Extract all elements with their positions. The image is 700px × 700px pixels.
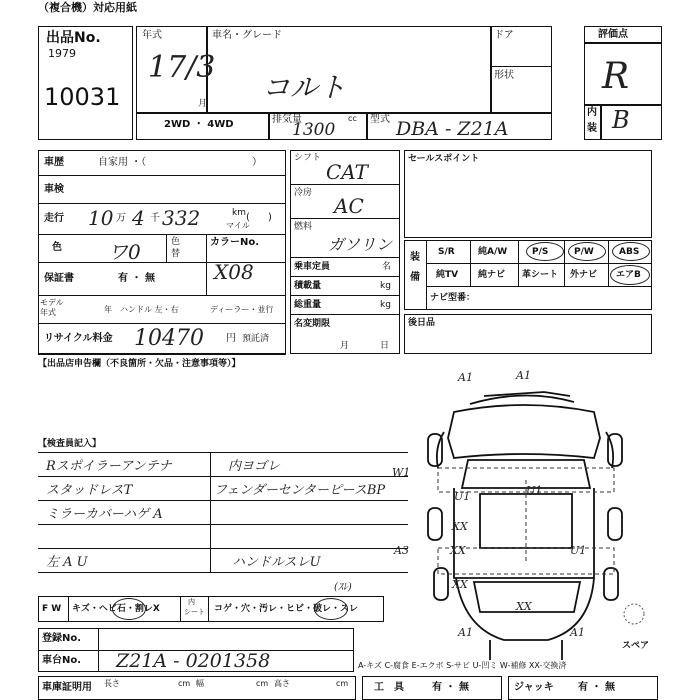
fw-seat-label-2: シート xyxy=(184,608,205,616)
shift-label: シフト xyxy=(294,153,322,163)
registration-label: 登録No. xyxy=(42,633,82,644)
tools-options: 有 ・ 無 xyxy=(432,682,469,693)
jack-label: ジャッキ xyxy=(514,682,554,693)
mileage-unit-man: 万 xyxy=(116,213,126,224)
handle-options: ハンドル 左・右 xyxy=(120,305,179,314)
history-label: 車歴 xyxy=(44,157,64,168)
car-damage-diagram xyxy=(394,368,664,668)
mileage-unit-mile: マイル xyxy=(226,221,250,230)
equip-navi: 純ナビ xyxy=(478,270,506,280)
name-change-label: 名変期限 xyxy=(294,319,331,329)
recycle-unit: 円 xyxy=(226,333,236,344)
equip-ps: P/S xyxy=(532,247,549,257)
recycle-value: 10470 xyxy=(134,326,204,351)
model-code-value: DBA - Z21A xyxy=(396,118,509,140)
interior-value: B xyxy=(612,106,630,134)
fw-circle-1 xyxy=(112,598,146,620)
recycle-label: リサイクル料金 xyxy=(44,333,113,344)
fw-label: F W xyxy=(42,604,62,614)
diagram-label-11: A1 xyxy=(458,626,473,639)
jack-options: 有 ・ 無 xyxy=(578,682,615,693)
name-change-month: 月 xyxy=(340,341,350,351)
equip-pw: P/W xyxy=(574,247,594,257)
inspector-note-left-2: スタッドレスT xyxy=(46,483,133,498)
cert-length: 長さ xyxy=(104,679,120,688)
score-value: R xyxy=(602,56,630,97)
recycle-deposit: 預託済 xyxy=(242,334,270,344)
cert-height-unit: cm xyxy=(336,679,349,688)
interior-label-2: 装 xyxy=(587,123,597,134)
fw-seat-label-1: 内 xyxy=(188,598,195,606)
model-label: 車名・グレード xyxy=(212,30,282,41)
year-label: 年式 xyxy=(142,30,162,41)
mileage-paren-close: ) xyxy=(268,212,272,223)
inspector-note-right-1: 内ヨゴレ xyxy=(228,459,281,474)
equipment-label-2: 備 xyxy=(410,272,420,283)
color-value: ワ0 xyxy=(108,240,141,264)
fw-circle-2 xyxy=(314,598,348,620)
inspector-note-left-3: ミラーカバーハゲ A xyxy=(46,507,163,522)
shape-label: 形状 xyxy=(494,70,514,81)
color-code-label-2: 替 xyxy=(171,249,181,259)
displacement-unit: cc xyxy=(348,114,357,123)
door-label: ドア xyxy=(494,30,514,41)
model-year-unit: 年 xyxy=(104,305,112,314)
history-options: 自家用 ・（ xyxy=(98,157,147,168)
equip-tv: 純TV xyxy=(436,270,459,280)
color-label: 色 xyxy=(52,242,62,253)
model-value: コルト xyxy=(262,71,347,104)
diagram-label-2: A1 xyxy=(516,369,531,382)
equip-ps-circle xyxy=(526,242,564,261)
cert-height: 高さ xyxy=(274,679,290,688)
mileage-sen: 4 xyxy=(132,206,145,230)
equip-abs-circle xyxy=(612,242,650,261)
cert-label: 車庫証明用 xyxy=(42,682,92,693)
aircon-label: 冷房 xyxy=(294,188,313,198)
history-close: ） xyxy=(252,157,262,168)
weight-unit: kg xyxy=(380,300,391,310)
aircon-value: AC xyxy=(334,194,364,218)
capacity-label: 乗車定員 xyxy=(294,262,331,272)
notes-header: 【出品店申告欄（不良箇所・欠品・注意事項等）】 xyxy=(38,359,241,369)
warranty-label: 保証書 xyxy=(44,273,74,284)
cert-width-unit: cm xyxy=(256,679,269,688)
diagram-label-13: U1 xyxy=(570,544,587,557)
cert-width: 幅 xyxy=(196,679,204,688)
diagram-label-1: A1 xyxy=(458,371,473,384)
fuel-label: 燃料 xyxy=(294,222,313,232)
damage-legend: A-キズ C-腐食 E-エクボ S-サビ U-凹ミ W-補修 XX-交換済 xyxy=(358,661,567,670)
inspector-note-left-1: Rスポイラーアンテナ xyxy=(46,459,172,474)
mileage-man: 10 xyxy=(88,206,114,230)
chassis-label: 車台No. xyxy=(42,655,82,666)
inspector-note-left-5: 左 A U xyxy=(46,555,88,570)
diagram-label-8: A3 xyxy=(394,544,409,557)
diagram-label-10: XX xyxy=(516,600,532,613)
capacity-unit: 名 xyxy=(382,262,392,272)
score-label: 評価点 xyxy=(598,29,628,40)
warranty-options: 有 ・ 無 xyxy=(118,273,155,284)
fw-annotation: (ｽﾚ) xyxy=(334,582,352,593)
diagram-label-7: XX xyxy=(450,544,466,557)
equipment-label-1: 装 xyxy=(410,252,420,263)
name-change-day: 日 xyxy=(380,341,390,351)
after-day-label: 後日品 xyxy=(408,318,436,328)
weight-label: 総重量 xyxy=(294,300,322,310)
year-month-unit: 月 xyxy=(198,99,208,109)
diagram-label-3: W1 xyxy=(392,466,411,479)
equip-extnavi: 外ナビ xyxy=(570,270,598,280)
displacement-value: 1300 xyxy=(292,120,336,140)
sales-point-label: セールスポイント xyxy=(408,154,480,164)
after-day-box xyxy=(404,314,652,354)
equip-abs: ABS xyxy=(619,247,640,257)
mileage-unit-km: km xyxy=(232,208,246,218)
model-year-label-1: モデル xyxy=(40,298,64,307)
diagram-label-9: XX xyxy=(452,578,468,591)
fuel-value: ガソリン xyxy=(328,235,393,254)
equip-leather: 革シート xyxy=(522,270,559,280)
mileage-rest: 332 xyxy=(162,206,201,230)
fw-seat-items: コゲ・穴・汚レ・ヒビ・破レ・スレ xyxy=(214,604,359,614)
form-title: （複合機）対応用紙 xyxy=(38,1,137,14)
mileage-paren-open: ( xyxy=(246,212,250,223)
displacement-label: 排気量 xyxy=(272,114,302,125)
equip-sr: S/R xyxy=(438,247,455,257)
equip-aw: 純A/W xyxy=(478,247,508,257)
lot-label: 出品No. xyxy=(46,30,101,46)
diagram-label-6: XX xyxy=(452,520,468,533)
inspector-note-right-5: ハンドルスレU xyxy=(232,555,321,570)
diagram-label-4: U1 xyxy=(454,490,471,503)
lot-sub-number: 1979 xyxy=(48,47,76,60)
inspection-label: 車検 xyxy=(44,184,64,195)
mileage-unit-sen: 千 xyxy=(150,213,160,224)
dealer-options: ディーラー・並行 xyxy=(210,305,274,314)
interior-label-1: 内 xyxy=(587,107,597,118)
diagram-label-12: A1 xyxy=(570,626,585,639)
mileage-label: 走行 xyxy=(44,213,64,224)
inspector-header: 【検査員記入】 xyxy=(38,439,102,449)
chassis-value: Z21A - 0201358 xyxy=(116,650,271,672)
colorno-label: カラーNo. xyxy=(210,237,260,248)
fw-items: キズ・ヘビ石・割レX xyxy=(72,604,160,614)
equip-pw-circle xyxy=(568,242,606,261)
model-year-label-2: 年式 xyxy=(40,308,56,317)
color-code-label-1: 色 xyxy=(171,237,181,247)
equip-airbag: エアB xyxy=(616,270,641,280)
model-code-label: 型式 xyxy=(370,114,390,125)
colorno-value: X08 xyxy=(214,260,254,284)
inspector-note-right-2: フェンダーセンターピースBP xyxy=(214,483,386,498)
load-label: 積載量 xyxy=(294,281,322,291)
drive-label: 2WD ・ 4WD xyxy=(164,119,234,130)
spare-label: スペア xyxy=(622,641,650,651)
tools-label: 工 具 xyxy=(374,682,404,693)
navi-model-label: ナビ型番： xyxy=(430,293,476,303)
load-unit: kg xyxy=(380,281,391,291)
year-value: 17/3 xyxy=(148,50,216,85)
equip-airbag-circle xyxy=(610,265,650,285)
shift-value: CAT xyxy=(326,160,368,184)
diagram-label-5: U1 xyxy=(526,484,543,497)
lot-number: 10031 xyxy=(44,83,121,111)
cert-length-unit: cm xyxy=(178,679,191,688)
